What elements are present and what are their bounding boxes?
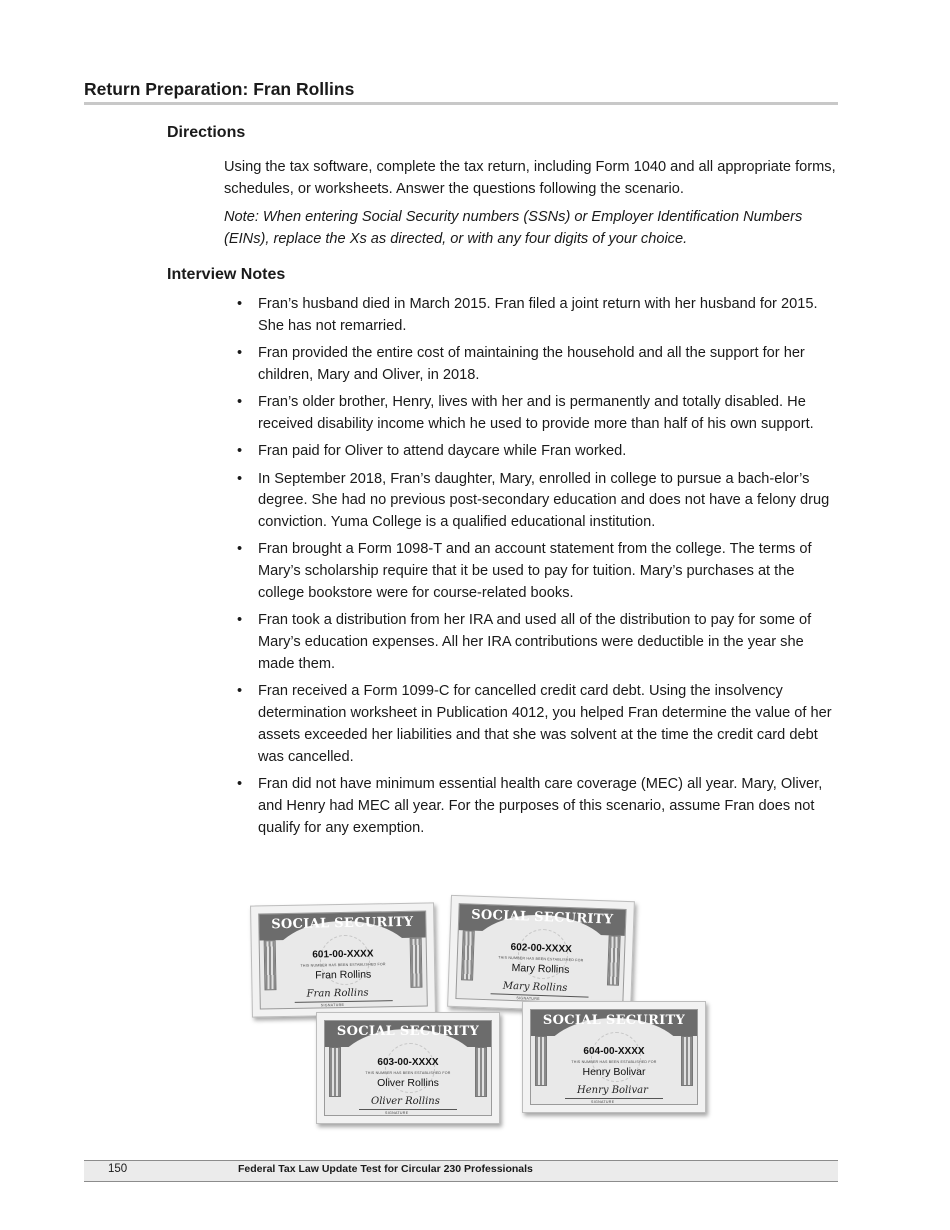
bullet-icon: • <box>237 345 243 362</box>
list-item-text: Fran provided the entire cost of maintaining the household and all the support for her children, Mary and Oliver, in 2018. <box>258 345 805 383</box>
ssn: 602-00-XXXX <box>510 941 572 956</box>
list-item <box>237 294 837 338</box>
directions-heading: Directions <box>167 124 246 141</box>
list-item-text: Fran’s husband died in March 2015. Fran filed a joint return with her husband for 2015. She has not remarried. <box>258 296 818 334</box>
list-item-text: Fran paid for Oliver to attend daycare while Fran worked. <box>258 443 627 460</box>
signature: Fran Rollins <box>306 987 369 1000</box>
card-name: Fran Rollins <box>315 968 372 982</box>
list-item <box>237 469 837 534</box>
interview-notes-heading: Interview Notes <box>167 266 286 283</box>
bullet-icon: • <box>237 296 243 312</box>
bullet-icon: • <box>237 775 243 792</box>
footer-title: Federal Tax Law Update Test for Circular 230 Professionals <box>238 1163 533 1175</box>
bullet-icon: • <box>237 683 243 700</box>
bullet-icon: • <box>237 394 243 411</box>
signature-label: SIGNATURE <box>591 1100 615 1104</box>
signature-label: SIGNATURE <box>385 1111 409 1115</box>
signature: Oliver Rollins <box>371 1096 440 1107</box>
directions-paragraph: Using the tax software, complete the tax return, including Form 1040 and all appropriate forms, schedules, or worksheets. Answer the questions following the scenario. <box>224 159 836 197</box>
directions-note: Note: When entering Social Security numbers (SSNs) or Employer Identification Numbers (EINs), replace the Xs as directed, or with any four digits of your choice. <box>224 209 803 247</box>
bullet-icon: • <box>237 443 243 460</box>
established-text: THIS NUMBER HAS BEEN ESTABLISHED FOR <box>571 1060 657 1064</box>
social-security-card-mary <box>447 895 635 1013</box>
social-security-card-fran <box>250 902 436 1017</box>
card-header: SOCIAL SECURITY <box>470 907 614 928</box>
established-text: THIS NUMBER HAS BEEN ESTABLISHED FOR <box>498 955 584 963</box>
list-item <box>237 539 837 604</box>
ssn: 601-00-XXXX <box>312 948 374 961</box>
ssn: 603-00-XXXX <box>377 1057 439 1068</box>
social-security-card-henry <box>522 1001 706 1113</box>
bullet-icon: • <box>237 470 243 487</box>
list-item-text: Fran received a Form 1099-C for cancelled credit card debt. Using the insolvency determination worksheet in Publication 4012, you helped Fran determine the value of her assets exceeded her liabilities and that she was solvent at the time the credit card debt was cancelled. <box>258 683 832 765</box>
signature-label: SIGNATURE <box>320 1002 345 1008</box>
signature: Henry Bolivar <box>577 1085 648 1096</box>
list-item-text: Fran did not have minimum essential health care coverage (MEC) all year. Mary, Oliver, and Henry had MEC all year. For the purposes of this scenario, assume Fran does not qualify for any exemption. <box>258 775 823 836</box>
established-text: THIS NUMBER HAS BEEN ESTABLISHED FOR <box>365 1071 451 1075</box>
page-number: 150 <box>108 1163 128 1175</box>
signature-label: SIGNATURE <box>516 996 540 1001</box>
signature: Mary Rollins <box>502 980 568 994</box>
bullet-icon: • <box>237 612 243 629</box>
bullet-icon: • <box>237 541 243 558</box>
list-item <box>237 774 837 839</box>
card-header: SOCIAL SECURITY <box>271 914 414 933</box>
card-name: Henry Bolivar <box>582 1066 646 1078</box>
list-item <box>237 610 837 675</box>
list-item-text: In September 2018, Fran’s daughter, Mary, enrolled in college to pursue a bach-elor’s degree. She had no previous post-secondary education and does not have a felony drug conviction. Yuma College is a qualified educational institution. <box>258 470 830 531</box>
list-item-text: Fran brought a Form 1098-T and an account statement from the college. The terms of Mary’s scholarship require that it be used to pay for tuition. Mary’s purchases at the college bookstore were for course-related books. <box>258 541 812 602</box>
card-name: Mary Rollins <box>511 961 570 976</box>
list-item-text: Fran took a distribution from her IRA and used all of the distribution to pay for some of Mary’s education expenses. All her IRA contributions were deductible in the year she made them. <box>258 612 812 672</box>
list-item <box>237 343 837 387</box>
social-security-card-oliver <box>316 1012 500 1124</box>
card-name: Oliver Rollins <box>377 1077 439 1089</box>
card-header: SOCIAL SECURITY <box>336 1024 480 1039</box>
list-item <box>237 441 837 463</box>
list-item <box>237 681 837 768</box>
card-header: SOCIAL SECURITY <box>542 1013 686 1028</box>
title-divider <box>84 102 838 105</box>
page-title: Return Preparation: Fran Rollins <box>84 79 355 99</box>
interview-notes-list <box>237 294 837 845</box>
list-item-text: Fran’s older brother, Henry, lives with her and is permanently and totally disabled. He received disability income which he used to provide more than half of his own support. <box>258 394 814 432</box>
established-text: THIS NUMBER HAS BEEN ESTABLISHED FOR <box>300 962 386 968</box>
ssn: 604-00-XXXX <box>583 1046 645 1057</box>
list-item <box>237 392 837 436</box>
